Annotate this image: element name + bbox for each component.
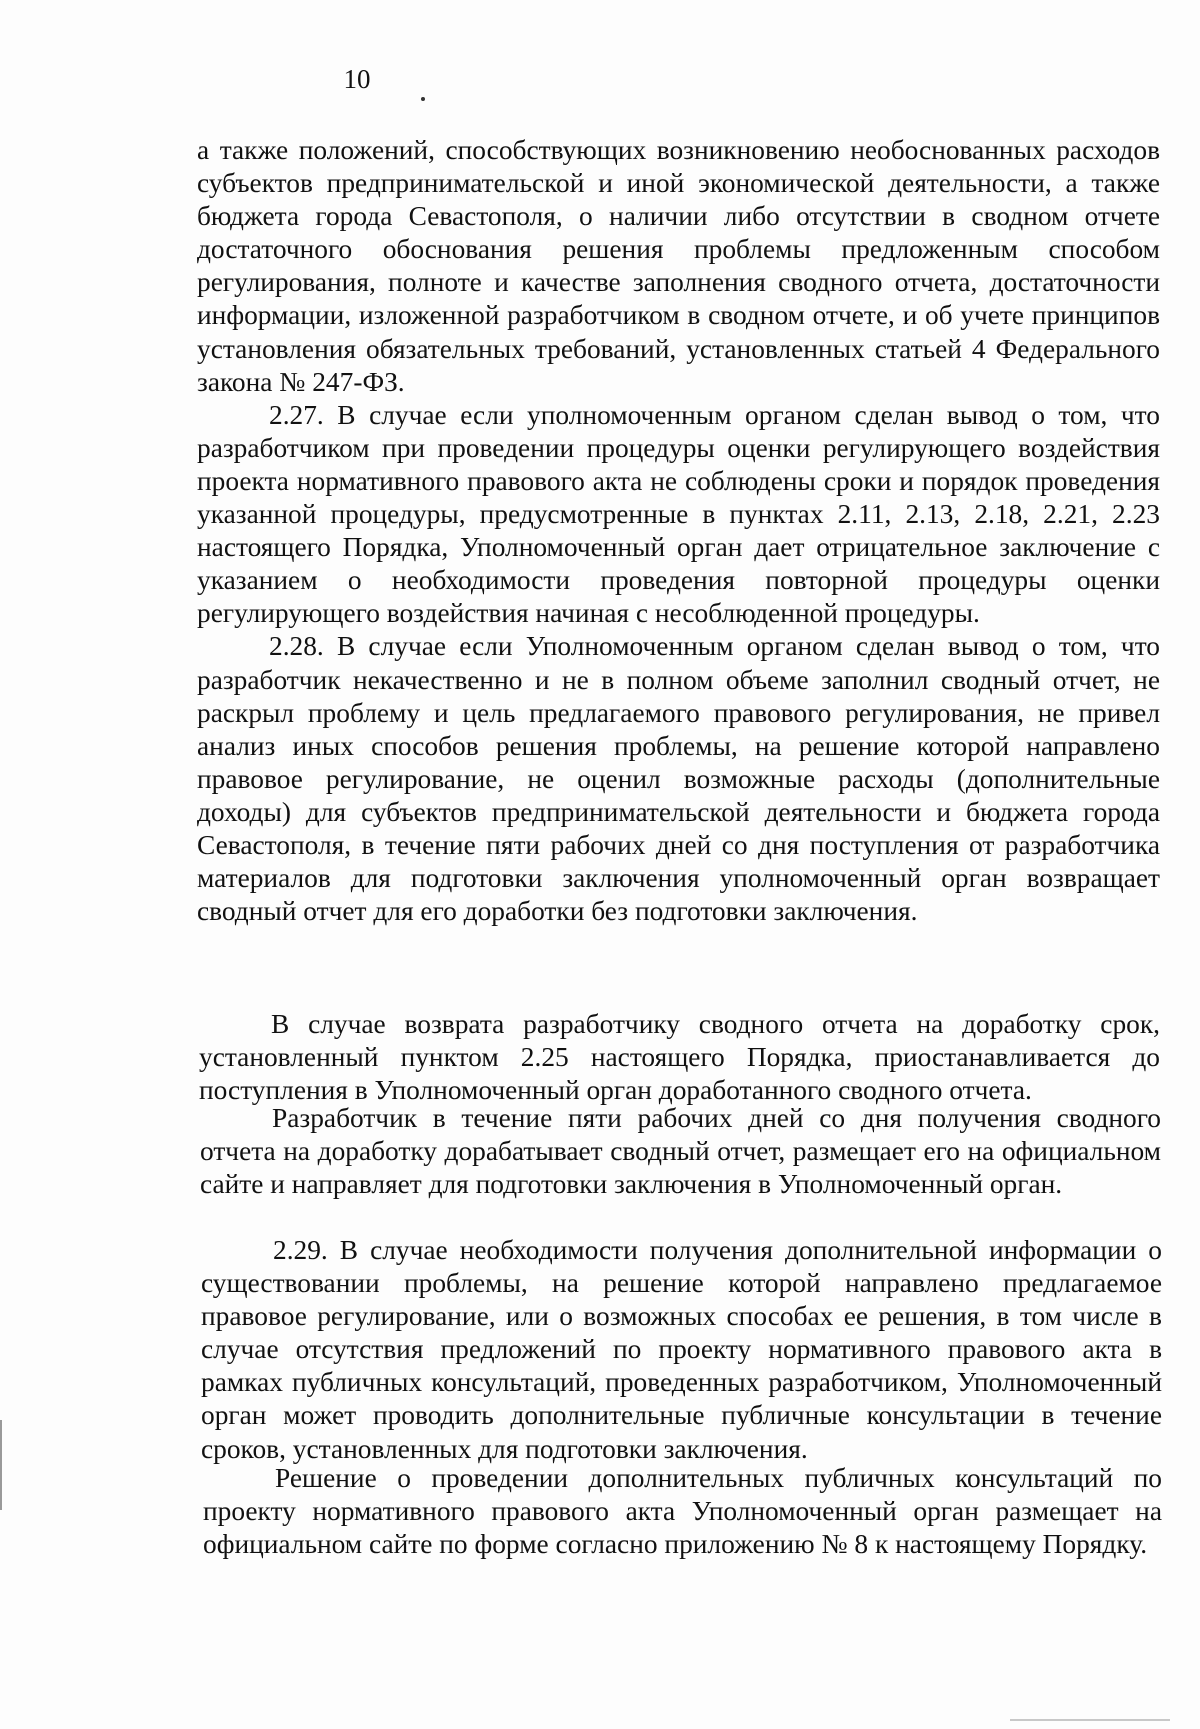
paragraph-2-27: 2.27. В случае если уполномоченным органом сделан вывод о том, что разработчиком при проведении процедуры оценки регулирующего воздействия проекта нормативного правового акта не соблюдены сроки и порядок проведения указанной процедуры, предусмотренные в пунктах 2.11, 2.13, 2.18, 2.21, 2.23 настоящего Порядка, Уполномоченный орган дает отрицательное заключение с указанием о необходимости проведения повторной процедуры оценки регулирующего воздействия начиная с несоблюденной процедуры. [197,399,1160,629]
text-block-rework [200,1102,1161,1201]
scan-edge-mark [0,1420,2,1510]
text-block-decision [203,1462,1162,1561]
paragraph-2-29: 2.29. В случае необходимости получения дополнительной информации о существовании проблемы, на решение которой направлено предлагаемое правовое регулирование, или о возможных способах ее решения, в том числе в случае отсутствия предложений по проекту нормативного правового акта в рамках публичных консультаций, проведенных разработчиком, Уполномоченный орган может проводить дополнительные публичные консультации в течение сроков, установленных для подготовки заключения. [201,1235,1162,1464]
paragraph-return-term: В случае возврата разработчику сводного отчета на доработку срок, установленный пунктом 2.25 настоящего Порядка, приостанавливается до поступления в Уполномоченный орган доработанного сводного отчета. [199,1009,1160,1106]
text-block-return [199,1008,1160,1107]
paragraph-2-28: 2.28. В случае если Уполномоченным органом сделан вывод о том, что разработчик некачественно и не в полном объеме заполнил сводный отчет, не раскрыл проблему и цель предлагаемого правового регулирования, не привел анализ иных способов решения проблемы, на решение которой направлено правовое регулирование, не оценил возможные расходы (дополнительные доходы) для субъектов предпринимательской деятельности и бюджета города Севастополя, в течение пяти рабочих дней со дня поступления от разработчика материалов для подготовки заключения уполномоченный орган возвращает сводный отчет для его доработки без подготовки заключения. [197,631,1160,927]
page-number-text: 10 [343,64,371,94]
page-number [0,64,1200,94]
paragraph-continuation: а также положений, способствующих возникновению необоснованных расходов субъектов предпринимательской и иной экономической деятельности, а также бюджета города Севастополя, о наличии либо отсутствии в сводном отчете достаточного обоснования решения проблемы предложенным способом регулирования, полноте и качестве заполнения сводного отчета, достаточности информации, изложенной разработчиком в сводном отчете, и об учете принципов установления обязательных требований, установленных статьей 4 Федерального закона № 247-ФЗ. [197,135,1160,397]
paragraph-developer-rework: Разработчик в течение пяти рабочих дней со дня получения сводного отчета на доработку дорабатывает сводный отчет, размещает его на официальном сайте и направляет для подготовки заключения в Уполномоченный орган. [200,1103,1161,1200]
scan-edge-mark-bottom [1010,1719,1170,1721]
paragraph-decision: Решение о проведении дополнительных публичных консультаций по проекту нормативного правового акта Уполномоченный орган размещает на официальном сайте по форме согласно приложению № 8 к настоящему Порядку. [203,1463,1162,1560]
text-block-2-29 [201,1234,1162,1466]
text-block-top [197,134,1160,928]
scan-speck [421,97,425,101]
